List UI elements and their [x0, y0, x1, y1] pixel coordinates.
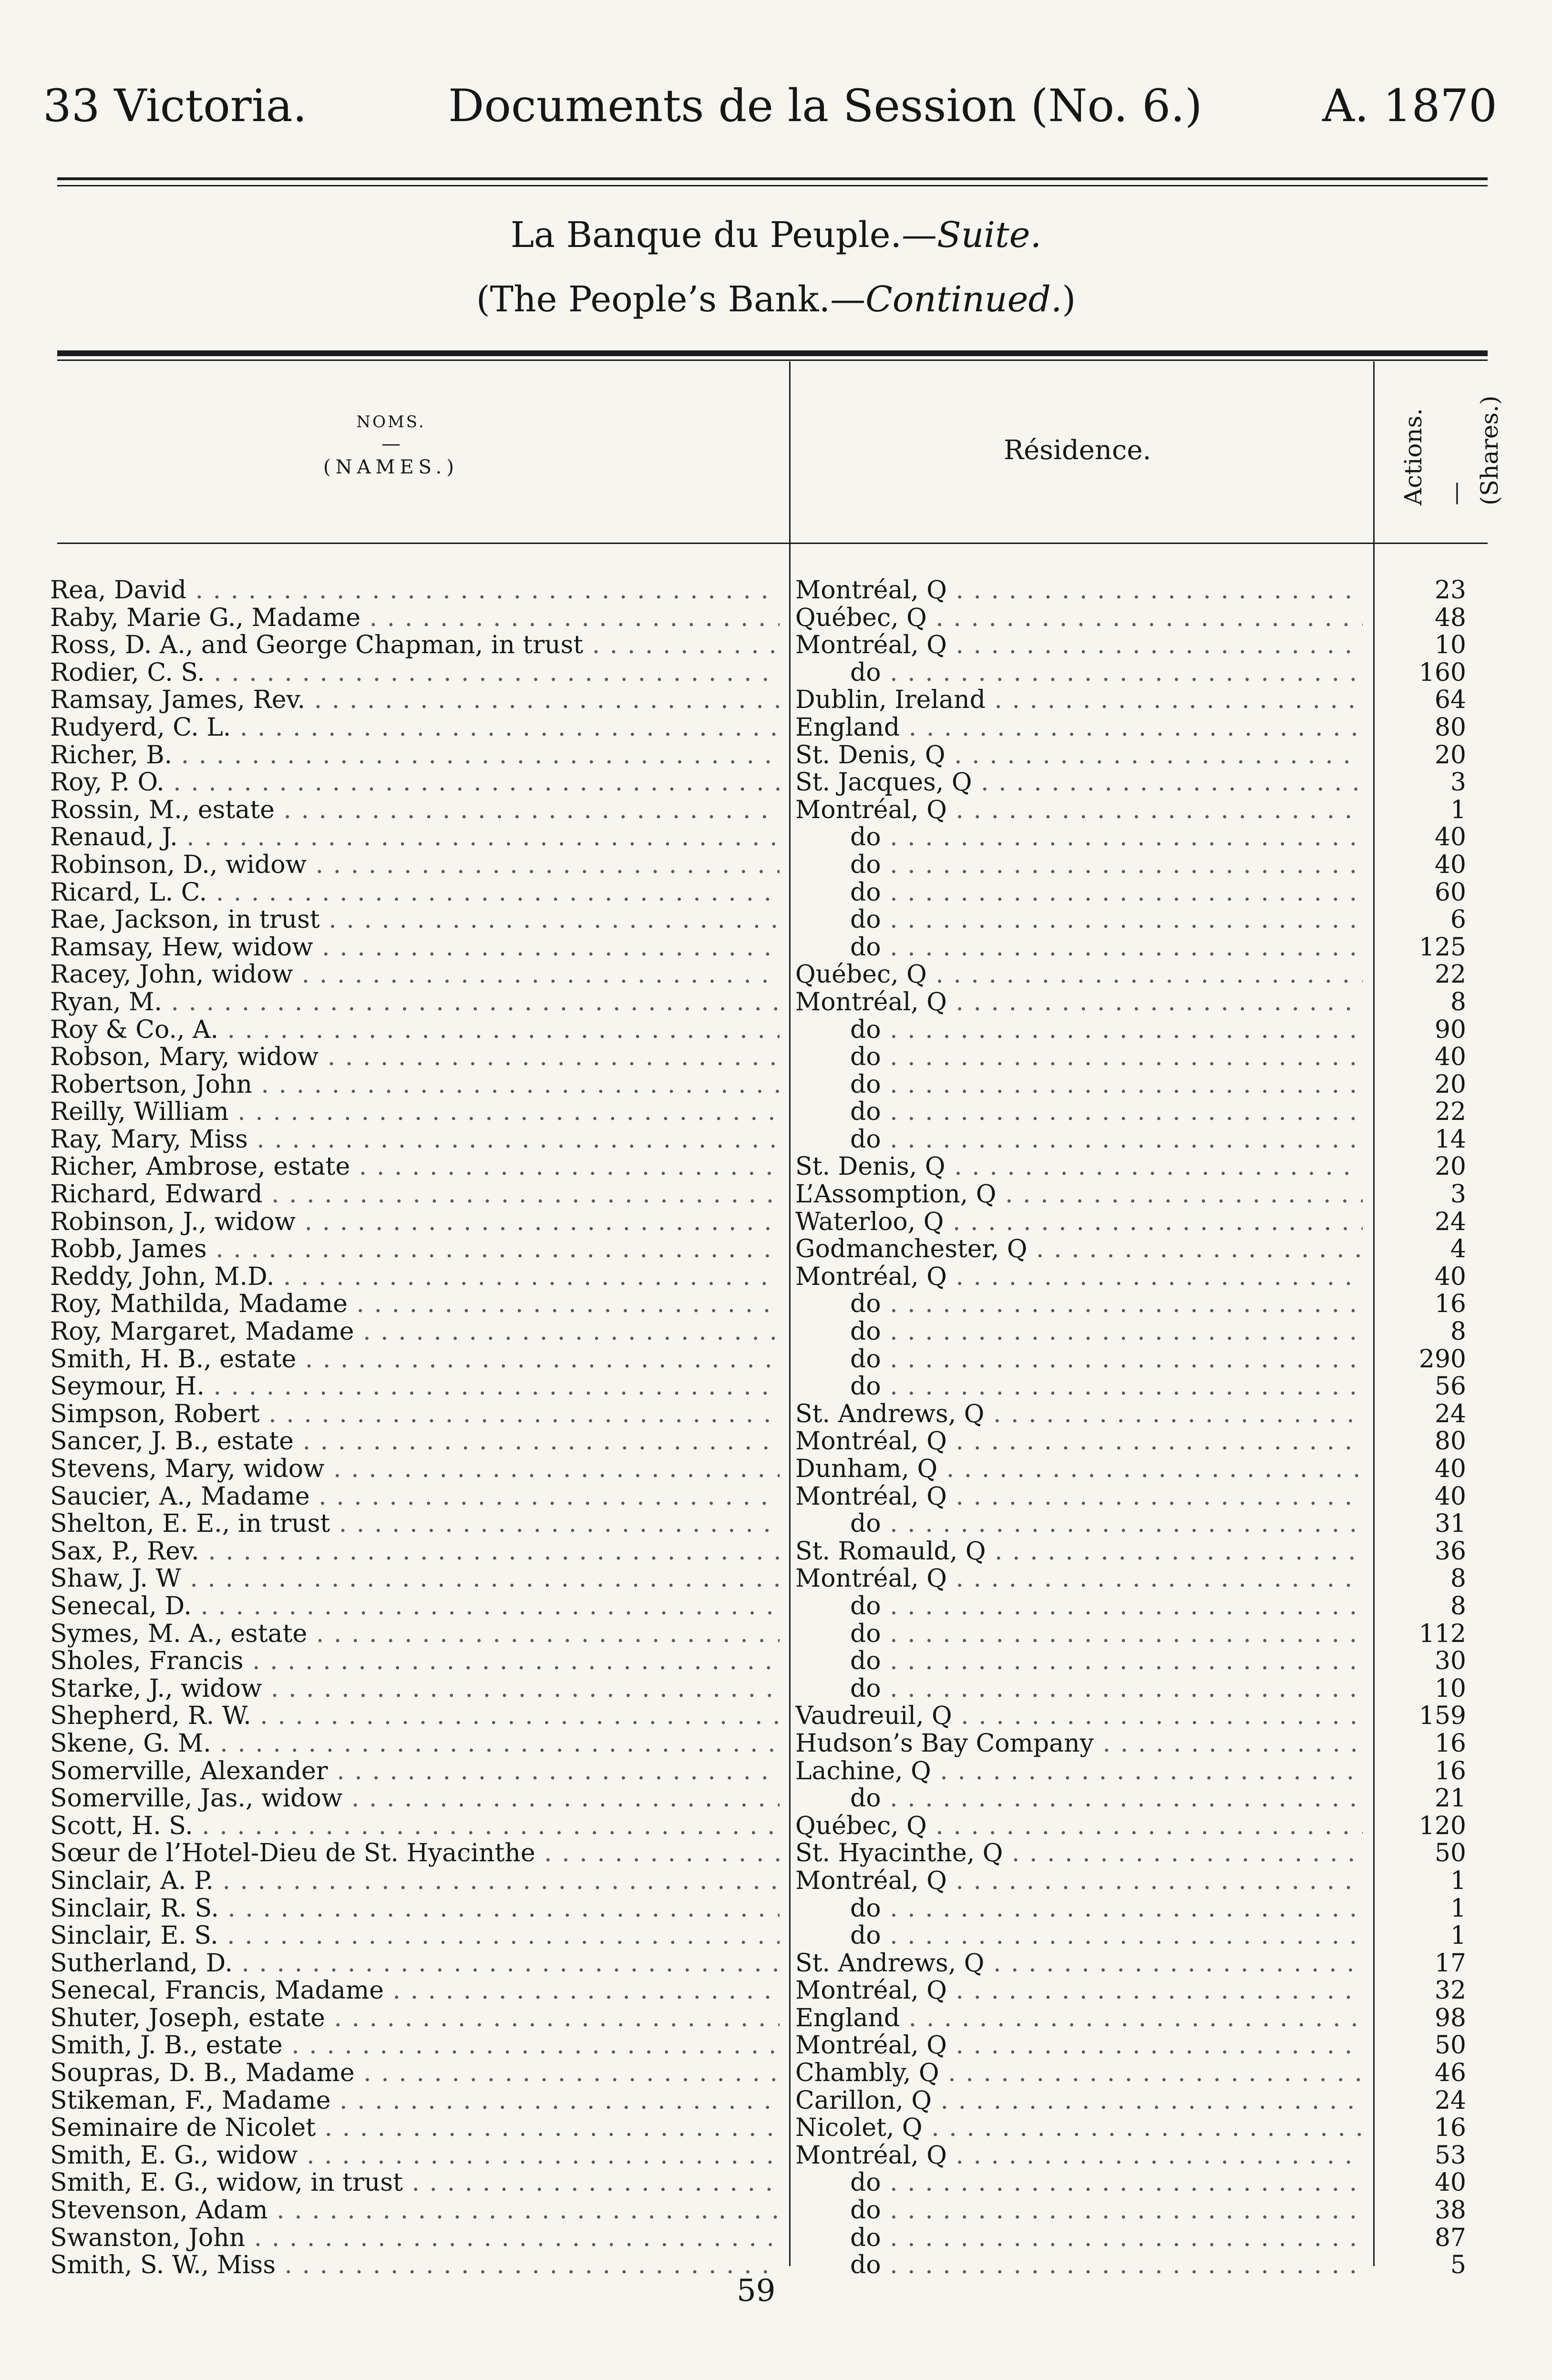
shareholder-name: Smith, H. B., estate . . . — [50, 1346, 780, 1374]
shareholder-name: Simpson, Robert . . . — [50, 1401, 780, 1428]
shares-count: 16 — [1434, 1290, 1466, 1319]
shareholder-residence: do . . . — [795, 1291, 1363, 1318]
header-rule-bottom — [57, 185, 1488, 186]
table-row — [0, 851, 1552, 879]
table-row — [0, 1153, 1552, 1181]
table-row — [0, 1593, 1552, 1621]
shares-count: 64 — [1434, 686, 1466, 715]
shareholder-residence: Montréal, Q . . . — [795, 797, 1363, 824]
shareholder-name: Saucier, A., Madame . . . — [50, 1483, 780, 1511]
table-row — [0, 1456, 1552, 1483]
shares-count: 24 — [1434, 1207, 1466, 1236]
shareholder-residence: St. Romauld, Q . . . — [795, 1538, 1363, 1566]
shareholder-name: Smith, E. G., widow, in trust . . . — [50, 2169, 780, 2197]
shareholder-residence: do . . . — [795, 2169, 1363, 2197]
shareholder-residence: do . . . — [795, 2197, 1363, 2225]
shareholder-residence: do . . . — [795, 1044, 1363, 1071]
shareholder-name: Richer, Ambrose, estate . . . — [50, 1153, 780, 1181]
shares-count: 40 — [1434, 1262, 1466, 1291]
shareholder-residence: do . . . — [795, 879, 1363, 907]
shares-count: 1 — [1450, 795, 1466, 824]
shares-count: 20 — [1434, 740, 1466, 769]
shareholder-residence: St. Andrews, Q . . . — [795, 1401, 1363, 1428]
shareholder-name: Rudyerd, C. L. . . . — [50, 714, 780, 742]
table-row — [0, 2087, 1552, 2115]
table-row — [0, 934, 1552, 962]
table-row — [0, 2032, 1552, 2060]
table-row — [0, 1621, 1552, 1648]
column-header-noms: NOMS. — [356, 412, 426, 431]
header-rule-top — [57, 177, 1488, 180]
shareholder-name: Swanston, John . . . — [50, 2225, 780, 2252]
shareholder-name: Roy & Co., A. . . . — [50, 1016, 780, 1044]
shareholder-name: Symes, M. A., estate . . . — [50, 1621, 780, 1648]
shares-count: 10 — [1434, 1674, 1466, 1703]
shareholder-name: Senecal, Francis, Madame . . . — [50, 1977, 780, 2005]
shareholder-name: Sax, P., Rev. . . . — [50, 1538, 780, 1566]
column-header-dash: — — [381, 433, 401, 455]
shareholder-name: Racey, John, widow . . . — [50, 961, 780, 989]
running-header — [43, 80, 1497, 137]
shareholder-name: Stikeman, F., Madame . . . — [50, 2087, 780, 2115]
table-rule-top — [57, 350, 1488, 356]
table-row — [0, 1291, 1552, 1318]
shareholder-residence: do . . . — [795, 906, 1363, 934]
shareholder-residence: do . . . — [795, 1648, 1363, 1675]
shareholder-name: Stevenson, Adam . . . — [50, 2197, 780, 2225]
table-row — [0, 906, 1552, 934]
shareholder-name: Renaud, J. . . . — [50, 824, 780, 851]
shareholder-residence: do . . . — [795, 1922, 1363, 1950]
table-row — [0, 577, 1552, 605]
table-row — [0, 1510, 1552, 1538]
shareholder-residence: Québec, Q . . . — [795, 961, 1363, 989]
shareholder-name: Shuter, Joseph, estate . . . — [50, 2005, 780, 2032]
shares-count: 21 — [1434, 1784, 1466, 1813]
shares-count: 60 — [1434, 878, 1466, 907]
shareholder-name: Ryan, M. . . . — [50, 989, 780, 1016]
table-row — [0, 961, 1552, 989]
shares-count: 40 — [1434, 2168, 1466, 2197]
shareholder-residence: St. Andrews, Q . . . — [795, 1950, 1363, 1978]
shareholder-name: Ray, Mary, Miss . . . — [50, 1126, 780, 1154]
shares-count: 120 — [1418, 1811, 1466, 1840]
shareholder-name: Shepherd, R. W. . . . — [50, 1703, 780, 1730]
shareholder-name: Roy, P. O. . . . — [50, 769, 780, 797]
shares-count: 10 — [1434, 631, 1466, 660]
shareholder-name: Richard, Edward . . . — [50, 1181, 780, 1209]
shares-count: 4 — [1450, 1235, 1466, 1264]
shareholder-residence: Lachine, Q . . . — [795, 1758, 1363, 1785]
shareholder-residence: Dublin, Ireland . . . — [795, 687, 1363, 714]
shares-count: 8 — [1450, 987, 1466, 1016]
table-row — [0, 1428, 1552, 1456]
table-row — [0, 989, 1552, 1016]
shareholder-name: Roy, Margaret, Madame . . . — [50, 1318, 780, 1346]
shares-count: 50 — [1434, 1839, 1466, 1868]
shareholder-name: Starke, J., widow . . . — [50, 1675, 780, 1703]
shares-count: 32 — [1434, 1976, 1466, 2005]
shareholder-name: Robinson, J., widow . . . — [50, 1209, 780, 1236]
table-row — [0, 1703, 1552, 1730]
column-header-names — [267, 412, 515, 478]
shareholder-residence: do . . . — [795, 1318, 1363, 1346]
shareholder-residence: Godmanchester, Q . . . — [795, 1236, 1363, 1263]
table-row — [0, 769, 1552, 797]
table-row — [0, 1263, 1552, 1291]
shares-count: 31 — [1434, 1509, 1466, 1539]
shares-count: 80 — [1434, 713, 1466, 742]
shareholder-residence: do . . . — [795, 1071, 1363, 1099]
shareholder-name: Shaw, J. W . . . — [50, 1565, 780, 1593]
shareholder-name: Robertson, John . . . — [50, 1071, 780, 1099]
shares-count: 36 — [1434, 1537, 1466, 1566]
shareholder-name: Senecal, D. . . . — [50, 1593, 780, 1621]
shares-count: 20 — [1434, 1152, 1466, 1181]
shares-count: 22 — [1434, 960, 1466, 989]
shareholder-residence: do . . . — [795, 1016, 1363, 1044]
section-title-en-main: (The People’s Bank.— — [476, 279, 866, 320]
table-row — [0, 1675, 1552, 1703]
shareholder-residence: Montréal, Q . . . — [795, 1565, 1363, 1593]
shareholder-name: Seymour, H. . . . — [50, 1373, 780, 1401]
section-title-en-continued: Continued. — [865, 279, 1062, 320]
section-title-fr-main: La Banque du Peuple.— — [510, 215, 937, 256]
shareholder-residence: Québec, Q . . . — [795, 1813, 1363, 1840]
shareholder-residence: do . . . — [795, 2225, 1363, 2252]
shares-count: 159 — [1418, 1702, 1466, 1731]
shares-count: 1 — [1450, 1866, 1466, 1895]
shares-count: 46 — [1434, 2059, 1466, 2088]
shareholder-residence: do . . . — [795, 1895, 1363, 1923]
shareholder-residence: Montréal, Q . . . — [795, 1428, 1363, 1456]
shareholder-name: Smith, J. B., estate . . . — [50, 2032, 780, 2060]
shareholder-name: Rae, Jackson, in trust . . . — [50, 906, 780, 934]
table-row — [0, 1922, 1552, 1950]
shares-count: 8 — [1450, 1317, 1466, 1346]
shareholder-residence: L’Assomption, Q . . . — [795, 1181, 1363, 1209]
column-header-actions-dash: — — [1441, 482, 1469, 505]
header-underline — [57, 543, 1488, 544]
shareholder-residence: do . . . — [795, 2252, 1363, 2279]
table-row — [0, 2142, 1552, 2170]
section-title-en — [0, 279, 1552, 320]
shareholder-name: Reilly, William . . . — [50, 1098, 780, 1126]
table-row — [0, 1016, 1552, 1044]
shareholder-name: Reddy, John, M.D. . . . — [50, 1263, 780, 1291]
shareholder-name: Scott, H. S. . . . — [50, 1813, 780, 1840]
shares-count: 290 — [1418, 1344, 1466, 1374]
shares-count: 40 — [1434, 823, 1466, 852]
table-row — [0, 2060, 1552, 2087]
shareholder-residence: Chambly, Q . . . — [795, 2060, 1363, 2087]
column-header-names-en: (NAMES.) — [323, 456, 459, 478]
shareholder-name: Somerville, Jas., widow . . . — [50, 1785, 780, 1813]
shareholder-residence: St. Jacques, Q . . . — [795, 769, 1363, 797]
shareholder-name: Sutherland, D. . . . — [50, 1950, 780, 1978]
shares-count: 38 — [1434, 2196, 1466, 2225]
shareholder-name: Seminaire de Nicolet . . . — [50, 2114, 780, 2142]
shares-count: 53 — [1434, 2141, 1466, 2170]
table-row — [0, 1950, 1552, 1978]
shareholder-residence: Hudson’s Bay Company . . . — [795, 1730, 1363, 1758]
table-row — [0, 1565, 1552, 1593]
shareholder-residence: do . . . — [795, 1675, 1363, 1703]
shareholder-residence: do . . . — [795, 1346, 1363, 1374]
shares-count: 16 — [1434, 1729, 1466, 1758]
shareholder-name: Ross, D. A., and George Chapman, in trust . . . — [50, 632, 780, 659]
shares-count: 48 — [1434, 603, 1466, 632]
shareholder-residence: Dunham, Q . . . — [795, 1456, 1363, 1483]
shares-count: 8 — [1450, 1591, 1466, 1621]
table-row — [0, 1895, 1552, 1923]
table-row — [0, 1758, 1552, 1785]
shareholder-residence: Montréal, Q . . . — [795, 1867, 1363, 1895]
column-header-shares — [1399, 372, 1523, 515]
shareholder-name: Soupras, D. B., Madame . . . — [50, 2060, 780, 2087]
shares-count: 90 — [1434, 1015, 1466, 1044]
shareholder-name: Robb, James . . . — [50, 1236, 780, 1263]
table-row — [0, 632, 1552, 659]
shareholder-name: Shelton, E. E., in trust . . . — [50, 1510, 780, 1538]
table-row — [0, 687, 1552, 714]
shares-count: 50 — [1434, 2031, 1466, 2060]
shares-count: 8 — [1450, 1564, 1466, 1593]
shares-count: 3 — [1450, 1180, 1466, 1209]
shareholder-residence: Waterloo, Q . . . — [795, 1209, 1363, 1236]
table-row — [0, 1181, 1552, 1209]
shareholder-name: Ramsay, James, Rev. . . . — [50, 687, 780, 714]
shareholder-residence: do . . . — [795, 1621, 1363, 1648]
table-row — [0, 1071, 1552, 1099]
shares-count: 22 — [1434, 1098, 1466, 1127]
table-row — [0, 742, 1552, 769]
shares-count: 160 — [1418, 658, 1466, 687]
shareholder-residence: do . . . — [795, 1593, 1363, 1621]
shares-count: 5 — [1450, 2251, 1466, 2280]
table-row — [0, 1730, 1552, 1758]
shareholder-residence: Carillon, Q . . . — [795, 2087, 1363, 2115]
shareholder-residence: do . . . — [795, 1126, 1363, 1154]
page-number: 59 — [737, 2273, 776, 2308]
shares-count: 1 — [1450, 1921, 1466, 1950]
shares-count: 125 — [1418, 933, 1466, 962]
table-row — [0, 797, 1552, 824]
table-row — [0, 824, 1552, 851]
table-row — [0, 1318, 1552, 1346]
shares-count: 16 — [1434, 1756, 1466, 1785]
shareholder-residence: Vaudreuil, Q . . . — [795, 1703, 1363, 1730]
shares-count: 56 — [1434, 1372, 1466, 1401]
shareholder-residence: Montréal, Q . . . — [795, 1977, 1363, 2005]
shareholder-residence: do . . . — [795, 1098, 1363, 1126]
shareholder-name: Rea, David . . . — [50, 577, 780, 605]
header-volume: 33 Victoria. — [43, 80, 307, 132]
shareholder-name: Robinson, D., widow . . . — [50, 851, 780, 879]
shares-count: 40 — [1434, 1043, 1466, 1072]
shares-count: 3 — [1450, 768, 1466, 797]
table-row — [0, 1785, 1552, 1813]
table-row — [0, 1538, 1552, 1566]
table-row — [0, 1401, 1552, 1428]
table-row — [0, 1346, 1552, 1374]
shareholder-name: Raby, Marie G., Madame . . . — [50, 605, 780, 632]
shareholder-residence: do . . . — [795, 934, 1363, 962]
shareholder-name: Robson, Mary, widow . . . — [50, 1044, 780, 1071]
shareholder-name: Sinclair, A. P. . . . — [50, 1867, 780, 1895]
shareholder-name: Sœur de l’Hotel-Dieu de St. Hyacinthe . . . — [50, 1840, 780, 1867]
table-row — [0, 659, 1552, 687]
table-row — [0, 2197, 1552, 2225]
shareholder-residence: do . . . — [795, 1373, 1363, 1401]
table-row — [0, 605, 1552, 632]
table-row — [0, 2169, 1552, 2197]
shares-count: 17 — [1434, 1949, 1466, 1978]
shares-count: 40 — [1434, 1482, 1466, 1511]
table-row — [0, 1813, 1552, 1840]
shareholder-residence: Nicolet, Q . . . — [795, 2114, 1363, 2142]
shareholder-residence: England . . . — [795, 2005, 1363, 2032]
column-header-shares-en: (Shares.) — [1476, 395, 1503, 505]
shares-count: 80 — [1434, 1427, 1466, 1456]
shareholder-residence: Montréal, Q . . . — [795, 1263, 1363, 1291]
shares-count: 30 — [1434, 1647, 1466, 1676]
table-row — [0, 1126, 1552, 1154]
section-title-en-close: ) — [1062, 279, 1076, 320]
shareholder-residence: Québec, Q . . . — [795, 605, 1363, 632]
shares-count: 87 — [1434, 2223, 1466, 2252]
section-title-fr — [0, 215, 1552, 256]
shares-count: 24 — [1434, 1399, 1466, 1428]
shareholder-name: Sinclair, E. S. . . . — [50, 1922, 780, 1950]
shares-count: 24 — [1434, 2086, 1466, 2115]
shareholder-residence: Montréal, Q . . . — [795, 1483, 1363, 1511]
shareholder-residence: Montréal, Q . . . — [795, 632, 1363, 659]
shareholder-name: Somerville, Alexander . . . — [50, 1758, 780, 1785]
shareholder-residence: Montréal, Q . . . — [795, 2032, 1363, 2060]
shareholder-residence: St. Hyacinthe, Q . . . — [795, 1840, 1363, 1867]
section-title-fr-suite: Suite. — [937, 215, 1042, 256]
shareholder-name: Ramsay, Hew, widow . . . — [50, 934, 780, 962]
shareholder-name: Richer, B. . . . — [50, 742, 780, 769]
table-row — [0, 2114, 1552, 2142]
table-row — [0, 1977, 1552, 2005]
shareholder-name: Rodier, C. S. . . . — [50, 659, 780, 687]
shareholder-name: Stevens, Mary, widow . . . — [50, 1456, 780, 1483]
table-rule-top-thin — [57, 359, 1488, 361]
table-row — [0, 1209, 1552, 1236]
shareholder-residence: Montréal, Q . . . — [795, 2142, 1363, 2170]
shareholder-name: Smith, S. W., Miss . . . — [50, 2252, 780, 2279]
table-row — [0, 1098, 1552, 1126]
shareholder-residence: St. Denis, Q . . . — [795, 742, 1363, 769]
table-row — [0, 2005, 1552, 2032]
header-document-title: Documents de la Session (No. 6.) — [448, 80, 1203, 132]
shares-count: 98 — [1434, 2003, 1466, 2032]
shareholder-name: Roy, Mathilda, Madame . . . — [50, 1291, 780, 1318]
shareholder-name: Ricard, L. C. . . . — [50, 879, 780, 907]
table-row — [0, 1840, 1552, 1867]
table-row — [0, 1373, 1552, 1401]
shareholder-residence: do . . . — [795, 851, 1363, 879]
table-row — [0, 714, 1552, 742]
table-row — [0, 1236, 1552, 1263]
column-header-actions: Actions. — [1399, 408, 1427, 505]
column-header-residence: Résidence. — [1004, 435, 1151, 466]
shareholder-table — [0, 577, 1552, 2279]
table-row — [0, 2225, 1552, 2252]
shareholder-residence: do . . . — [795, 1785, 1363, 1813]
shares-count: 20 — [1434, 1070, 1466, 1099]
shareholder-residence: do . . . — [795, 824, 1363, 851]
shares-count: 14 — [1434, 1125, 1466, 1154]
shares-count: 1 — [1450, 1894, 1466, 1923]
shares-count: 16 — [1434, 2113, 1466, 2143]
shares-count: 40 — [1434, 850, 1466, 879]
shareholder-residence: do . . . — [795, 1510, 1363, 1538]
shareholder-name: Smith, E. G., widow . . . — [50, 2142, 780, 2170]
shares-count: 112 — [1418, 1619, 1466, 1648]
shareholder-name: Sancer, J. B., estate . . . — [50, 1428, 780, 1456]
table-row — [0, 1044, 1552, 1071]
shareholder-name: Skene, G. M. . . . — [50, 1730, 780, 1758]
header-year: A. 1870 — [1322, 80, 1497, 132]
table-row — [0, 879, 1552, 907]
table-row — [0, 2252, 1552, 2279]
table-row — [0, 1648, 1552, 1675]
shareholder-residence: England . . . — [795, 714, 1363, 742]
shares-count: 40 — [1434, 1455, 1466, 1483]
shares-count: 6 — [1450, 905, 1466, 934]
shareholder-residence: Montréal, Q . . . — [795, 577, 1363, 605]
shares-count: 23 — [1434, 576, 1466, 605]
table-row — [0, 1483, 1552, 1511]
shareholder-name: Rossin, M., estate . . . — [50, 797, 780, 824]
shareholder-residence: Montréal, Q . . . — [795, 989, 1363, 1016]
table-row — [0, 1867, 1552, 1895]
shareholder-name: Sinclair, R. S. . . . — [50, 1895, 780, 1923]
shareholder-name: Sholes, Francis . . . — [50, 1648, 780, 1675]
shareholder-residence: St. Denis, Q . . . — [795, 1153, 1363, 1181]
shareholder-residence: do . . . — [795, 659, 1363, 687]
